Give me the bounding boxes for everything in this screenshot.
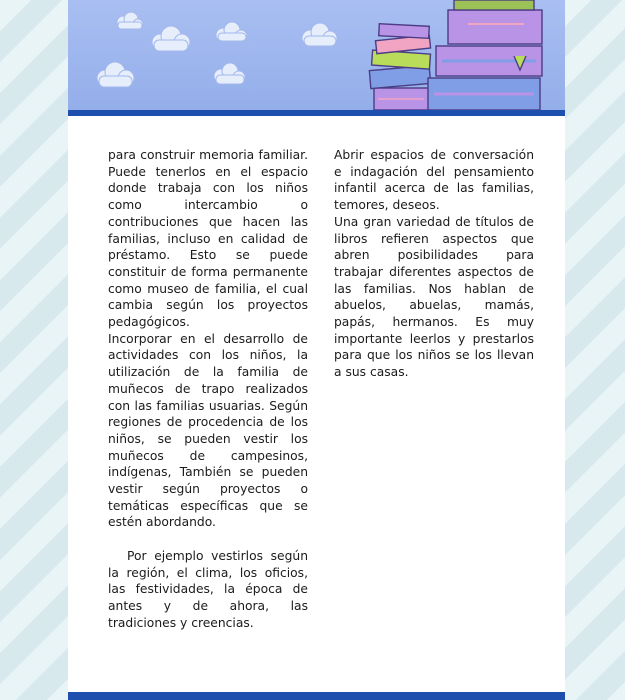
paragraph: para construir memoria familiar. Puede tenerlos en el espacio donde trabaja con los niños como intercambio o contribuciones que hacen las familias, incluso en calidad de préstamo. Esto se puede constituir de forma permanente como museo de familia, el cual cambia según los proyectos pedagógicos. [108, 148, 308, 330]
cloud-icon [214, 63, 245, 84]
left-text-column [108, 147, 308, 631]
document-page [68, 0, 565, 700]
cloud-icon [302, 23, 337, 46]
paragraph: Una gran variedad de títulos de libros refieren aspectos que abren posibilidades para trabajar diferentes aspectos de las familias. Nos hablan de abuelos, abuelas, mamás, papás, hermanos. Es muy importante leerlos y prestarlos para que los niños se los llevan a sus casas. [334, 214, 534, 380]
cloud-icon [152, 26, 190, 51]
paragraph: Abrir espacios de conversación e indagación del pensamiento infantil acerca de las familias, temores, deseos. [334, 148, 534, 213]
header-rule [68, 110, 565, 116]
right-text-column [334, 147, 534, 381]
cloud-icon [216, 22, 247, 42]
cloud-icon [117, 12, 143, 29]
clouds-decoration [68, 0, 368, 110]
footer-rule [68, 692, 565, 700]
paragraph: Por ejemplo vestirlos según la región, el clima, los oficios, las festividades, la época de antes y de ahora, las tradiciones y creencias. [108, 548, 308, 630]
cloud-icon [97, 62, 134, 87]
paragraph: Incorporar en el desarrollo de actividades con los niños, la utilización de la familia de muñecos de trapo realizados con las familias usuarias. Según regiones de procedencia de los niños, se pueden vestir los muñecos de campesinos, indígenas, También se pueden vestir según proyectos o temáticas específicas que se estén abordando. [108, 331, 308, 530]
header-banner [68, 0, 565, 110]
book-stack-illustration [364, 0, 565, 112]
